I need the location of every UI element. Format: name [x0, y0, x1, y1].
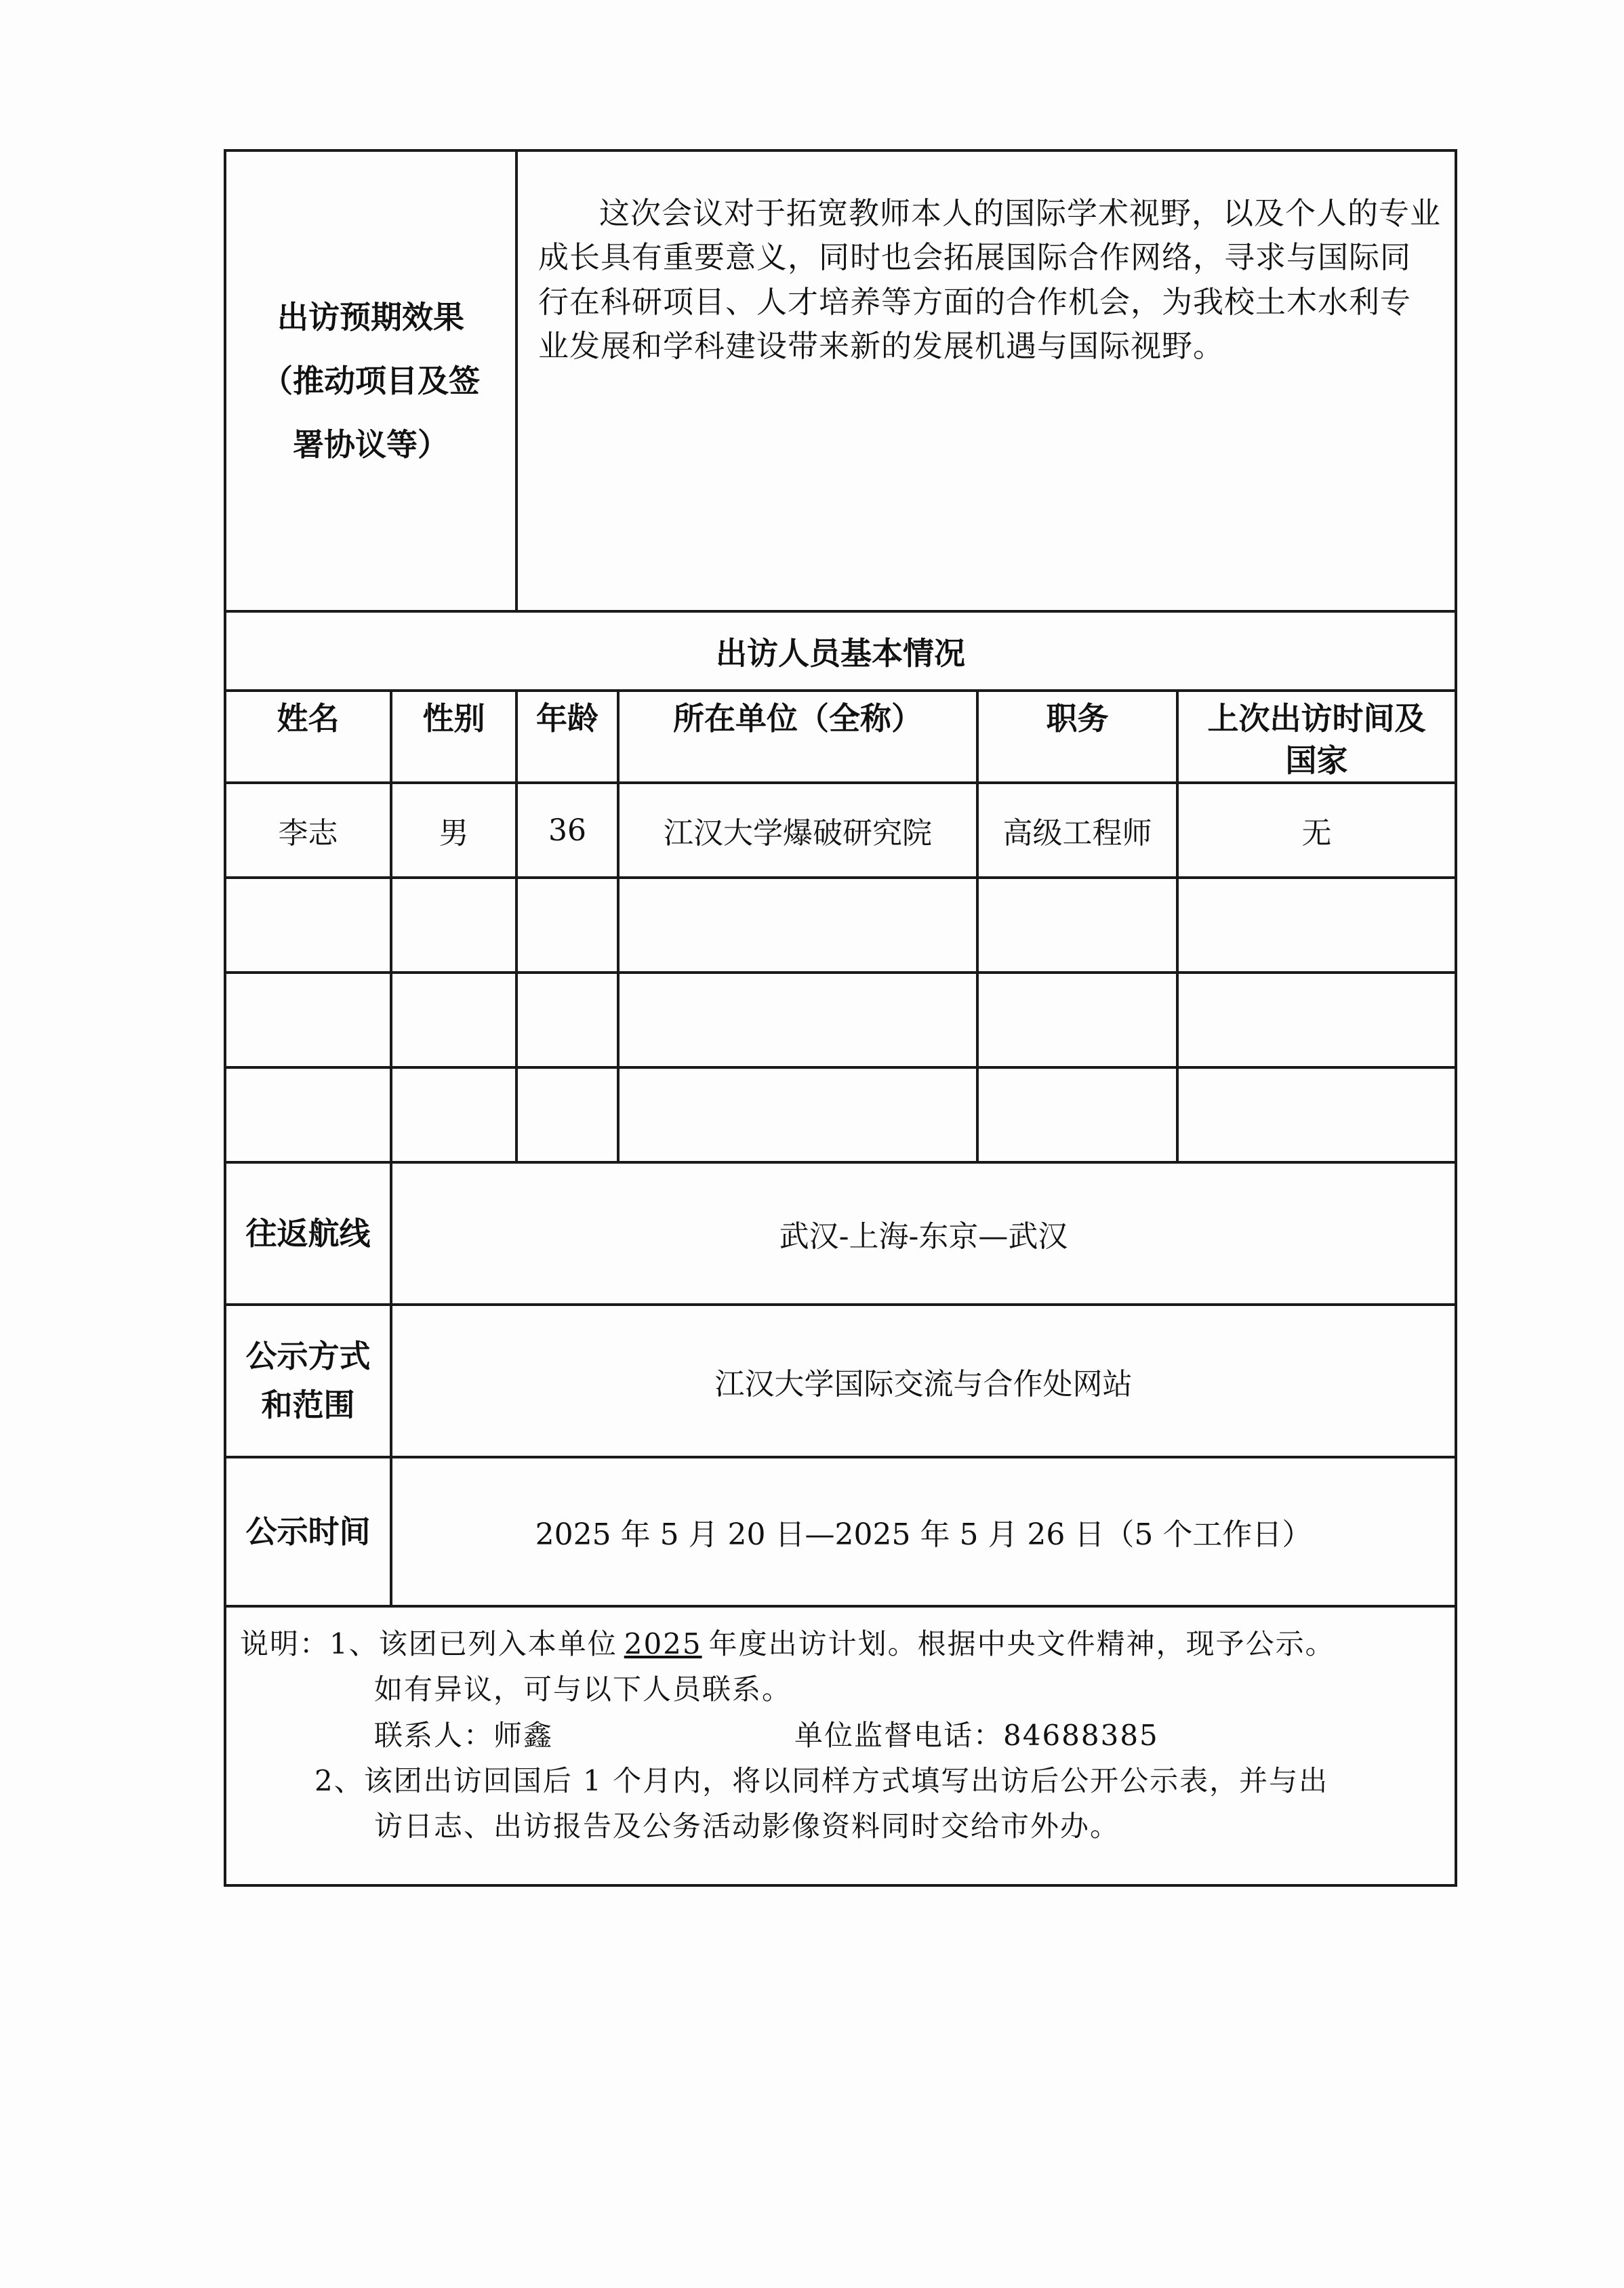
- publicity-method-label-line1: 公示方式: [245, 1338, 371, 1375]
- table-row: [225, 783, 1456, 878]
- notes-line-1: [240, 1621, 1448, 1667]
- empty-table-row: [225, 973, 1456, 1067]
- publicity-time-row: [225, 1457, 1456, 1606]
- empty-cell: [1177, 878, 1456, 973]
- empty-cell: [618, 973, 977, 1067]
- personnel-section-title: 出访人员基本情况: [225, 611, 1456, 691]
- publicity-method-row: [225, 1305, 1456, 1457]
- expected-effect-content: 这次会议对于拓宽教师本人的国际学术视野，以及个人的专业成长具有重要意义，同时也会拓展国际合作网络，寻求与国际同行在科研项目、人才培养等方面的合作机会，为我校土木水利专业发展和学科建设带来新的发展机遇与国际视野。: [516, 150, 1456, 611]
- empty-cell: [225, 1067, 391, 1162]
- empty-cell: [225, 973, 391, 1067]
- empty-cell: [516, 1067, 618, 1162]
- personnel-header-row: [225, 691, 1456, 783]
- header-position: 职务: [977, 691, 1177, 783]
- cell-last-visit: 无: [1177, 783, 1456, 878]
- publicity-form-table: [224, 149, 1457, 1887]
- notes-year: 2025: [624, 1627, 702, 1661]
- expected-effect-label: [225, 150, 516, 611]
- header-last-visit-line1: 上次出访时间及: [1207, 700, 1426, 737]
- empty-cell: [391, 878, 516, 973]
- notes-suffix: 年度出访计划。根据中央文件精神，现予公示。: [708, 1627, 1335, 1661]
- expected-effect-label-line3: 署协议等）: [293, 426, 449, 464]
- cell-name: 李志: [225, 783, 391, 878]
- empty-table-row: [225, 878, 1456, 973]
- header-unit: 所在单位（全称）: [618, 691, 977, 783]
- empty-cell: [516, 973, 618, 1067]
- cell-unit: 江汉大学爆破研究院: [618, 783, 977, 878]
- empty-cell: [516, 878, 618, 973]
- header-last-visit: [1177, 691, 1456, 783]
- empty-cell: [618, 878, 977, 973]
- notes-phone: 单位监督电话：84688385: [794, 1718, 1159, 1752]
- notes-line-2: 如有异议，可与以下人员联系。: [374, 1673, 792, 1707]
- header-age: 年龄: [516, 691, 618, 783]
- personnel-section-row: [225, 611, 1456, 691]
- header-gender: 性别: [391, 691, 516, 783]
- expected-effect-row: [225, 150, 1456, 611]
- publicity-time-label: 公示时间: [225, 1457, 391, 1606]
- empty-cell: [977, 1067, 1177, 1162]
- empty-table-row: [225, 1067, 1456, 1162]
- empty-cell: [1177, 1067, 1456, 1162]
- route-label: 往返航线: [225, 1162, 391, 1305]
- route-value: 武汉-上海-东京—武汉: [391, 1162, 1456, 1305]
- publicity-time-value: 2025 年 5 月 20 日—2025 年 5 月 26 日（5 个工作日）: [391, 1457, 1456, 1606]
- empty-cell: [391, 1067, 516, 1162]
- cell-gender: 男: [391, 783, 516, 878]
- notes-contact: 联系人：师鑫: [374, 1718, 554, 1752]
- publicity-method-label: [225, 1305, 391, 1457]
- publicity-method-value: 江汉大学国际交流与合作处网站: [391, 1305, 1456, 1457]
- route-row: [225, 1162, 1456, 1305]
- empty-cell: [618, 1067, 977, 1162]
- expected-effect-label-line2: （推动项目及签: [262, 362, 480, 399]
- header-name: 姓名: [225, 691, 391, 783]
- notes-cell: [225, 1606, 1456, 1885]
- notes-item2-line2: 访日志、出访报告及公务活动影像资料同时交给市外办。: [374, 1809, 1120, 1843]
- empty-cell: [391, 973, 516, 1067]
- notes-row: [225, 1606, 1456, 1885]
- empty-cell: [977, 878, 1177, 973]
- notes-prefix: 说明：1、该团已列入本单位: [240, 1627, 617, 1661]
- empty-cell: [977, 973, 1177, 1067]
- header-last-visit-line2: 国家: [1285, 742, 1348, 779]
- cell-position: 高级工程师: [977, 783, 1177, 878]
- notes-item2-line1: 2、该团出访回国后 1 个月内，将以同样方式填写出访后公开公示表，并与出: [314, 1763, 1329, 1797]
- cell-age: 36: [516, 783, 618, 878]
- empty-cell: [225, 878, 391, 973]
- publicity-method-label-line2: 和范围: [261, 1386, 355, 1423]
- expected-effect-label-line1: 出访预期效果: [277, 298, 464, 335]
- notes-contact-row: [240, 1713, 1448, 1758]
- empty-cell: [1177, 973, 1456, 1067]
